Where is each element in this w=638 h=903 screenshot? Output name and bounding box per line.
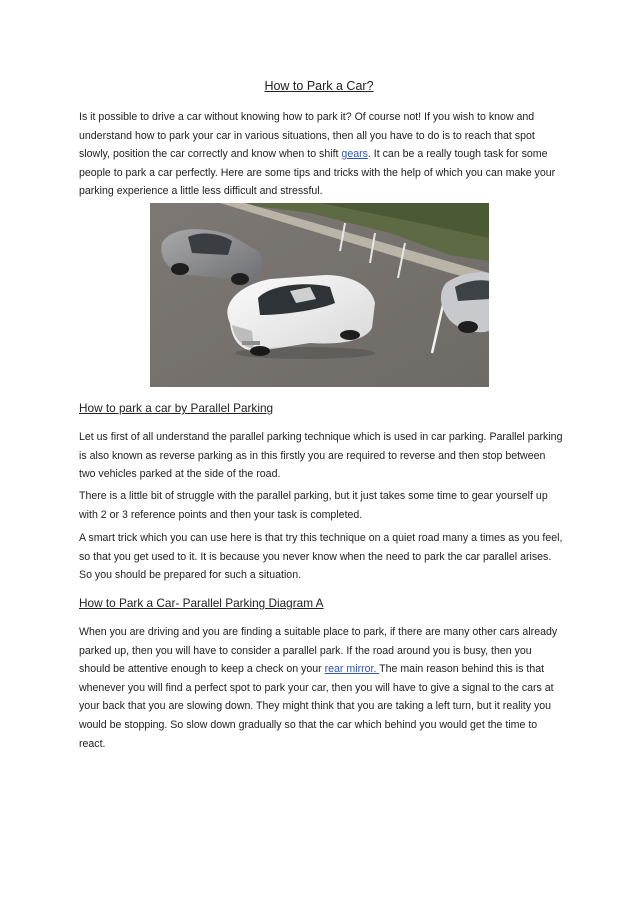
gears-link[interactable]: gears bbox=[341, 148, 368, 161]
parking-photo bbox=[150, 203, 489, 387]
intro-paragraph bbox=[79, 108, 564, 201]
intro-text-start: Is it possible to drive a car without knowing how to park it? Of course not! If you wish to know and understand how to park your car in various situations, then all you have to do is to reach that spot slowly, position the car correctly and know when to shift bbox=[79, 111, 535, 161]
section1-paragraph-2: There is a little bit of struggle with the parallel parking, but it just takes some time to gear yourself up with 2 or 3 reference points and then your task is completed. bbox=[79, 490, 548, 521]
page-title: How to Park a Car? bbox=[264, 79, 374, 93]
section-heading-diagram-a: How to Park a Car- Parallel Parking Diagram A bbox=[79, 596, 324, 610]
section2-text-end: The main reason behind this is that whenever you will find a perfect spot to park your car, then you will have to give a signal to the cars at your back that you are slowing down. They might think that you are taking a left turn, but it reality you would be stopping. So slow down gradually so that the car which behind you would get the time to react. bbox=[79, 663, 554, 750]
section-heading-parallel-parking: How to park a car by Parallel Parking bbox=[79, 401, 274, 415]
intro-text-end: . It can be a really tough task for some people to park a car perfectly. Here are some tips and tricks with the help of which you can make your parking experience a little less difficult and stressful. bbox=[79, 148, 556, 198]
section1-paragraph-3: A smart trick which you can use here is that try this technique on a quiet road many a times as you feel, so that you get used to it. It is because you never know when the need to park the car parallel arises. So you should be prepared for such a situation. bbox=[79, 532, 563, 582]
parking-lot-illustration bbox=[150, 203, 489, 387]
section1-paragraph-1: Let us first of all understand the parallel parking technique which is used in car parking. Parallel parking is also known as reverse parking as in this firstly you are required to reverse and then stop between two vehicles parked at the side of the road. bbox=[79, 431, 563, 481]
rear-mirror-link[interactable]: rear mirror. bbox=[324, 663, 380, 676]
section2-text-start: When you are driving and you are finding a suitable place to park, if there are many other cars already parked up, then you will have to consider a parallel park. If the road around you is busy, then you should be attentive enough to keep a check on your bbox=[79, 626, 558, 676]
section2-paragraph bbox=[79, 623, 564, 753]
